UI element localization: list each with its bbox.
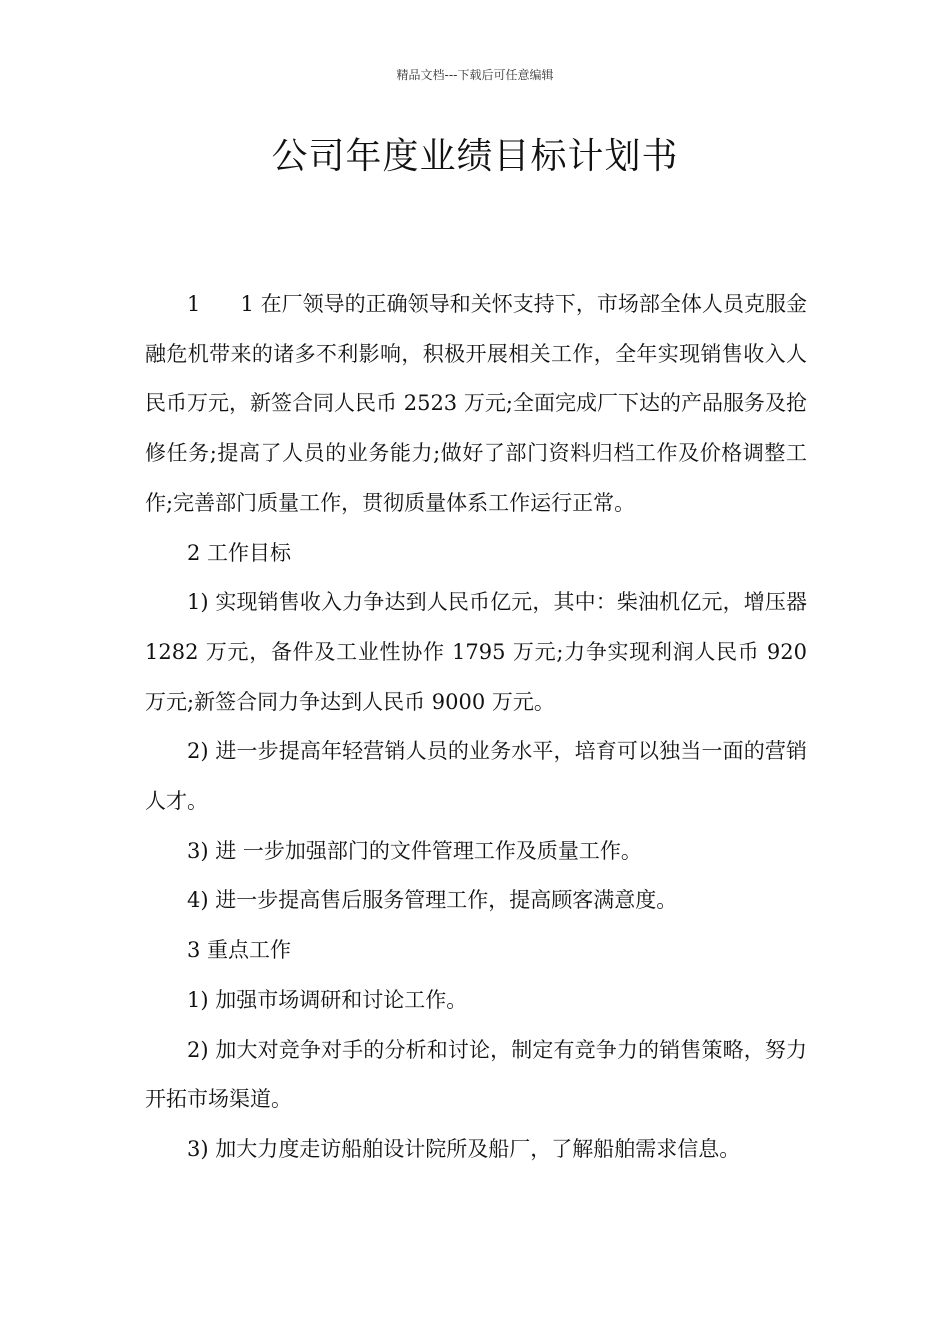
paragraph-goal-3: 3) 进 一步加强部门的文件管理工作及质量工作。 xyxy=(187,838,642,863)
section-heading-key-work: 3 重点工作 xyxy=(187,938,292,963)
paragraph-goal-1: 1) 实现销售收入力争达到人民币亿元，其中：柴油机亿元，增压器 1282 万元，备件及工业性协作 1795 万元;力争实现利润人民币 920 万元;新签合同力争达到人民币 9000 万元。 xyxy=(145,590,814,714)
section-heading-goals: 2 工作目标 xyxy=(187,540,292,565)
header-note: 精品文档---下载后可任意编辑 xyxy=(396,68,554,82)
document-body xyxy=(145,280,814,1175)
paragraph-summary: 1 1 在厂领导的正确领导和关怀支持下，市场部全体人员克服金融危机带来的诸多不利影响，积极开展相关工作，全年实现销售收入人民币万元，新签合同人民币 2523 万元;全面完成厂下达的产品服务及抢修任务;提高了人员的业务能力;做好了部门资料归档工作及价格调整工作;完善部门质量工作，贯彻质量体系工作运行正常。 xyxy=(145,292,807,515)
document-title: 公司年度业绩目标计划书 xyxy=(271,136,679,177)
paragraph-key-work-3: 3) 加大力度走访船舶设计院所及船厂，了解船舶需求信息。 xyxy=(187,1136,741,1161)
paragraph-goal-2: 2) 进一步提高年轻营销人员的业务水平，培育可以独当一面的营销人才。 xyxy=(145,739,807,814)
paragraph-key-work-2: 2) 加大对竞争对手的分析和讨论，制定有竞争力的销售策略，努力开拓市场渠道。 xyxy=(145,1037,807,1112)
paragraph-key-work-1: 1) 加强市场调研和讨论工作。 xyxy=(187,987,468,1012)
paragraph-goal-4: 4) 进一步提高售后服务管理工作，提高顾客满意度。 xyxy=(187,888,678,913)
